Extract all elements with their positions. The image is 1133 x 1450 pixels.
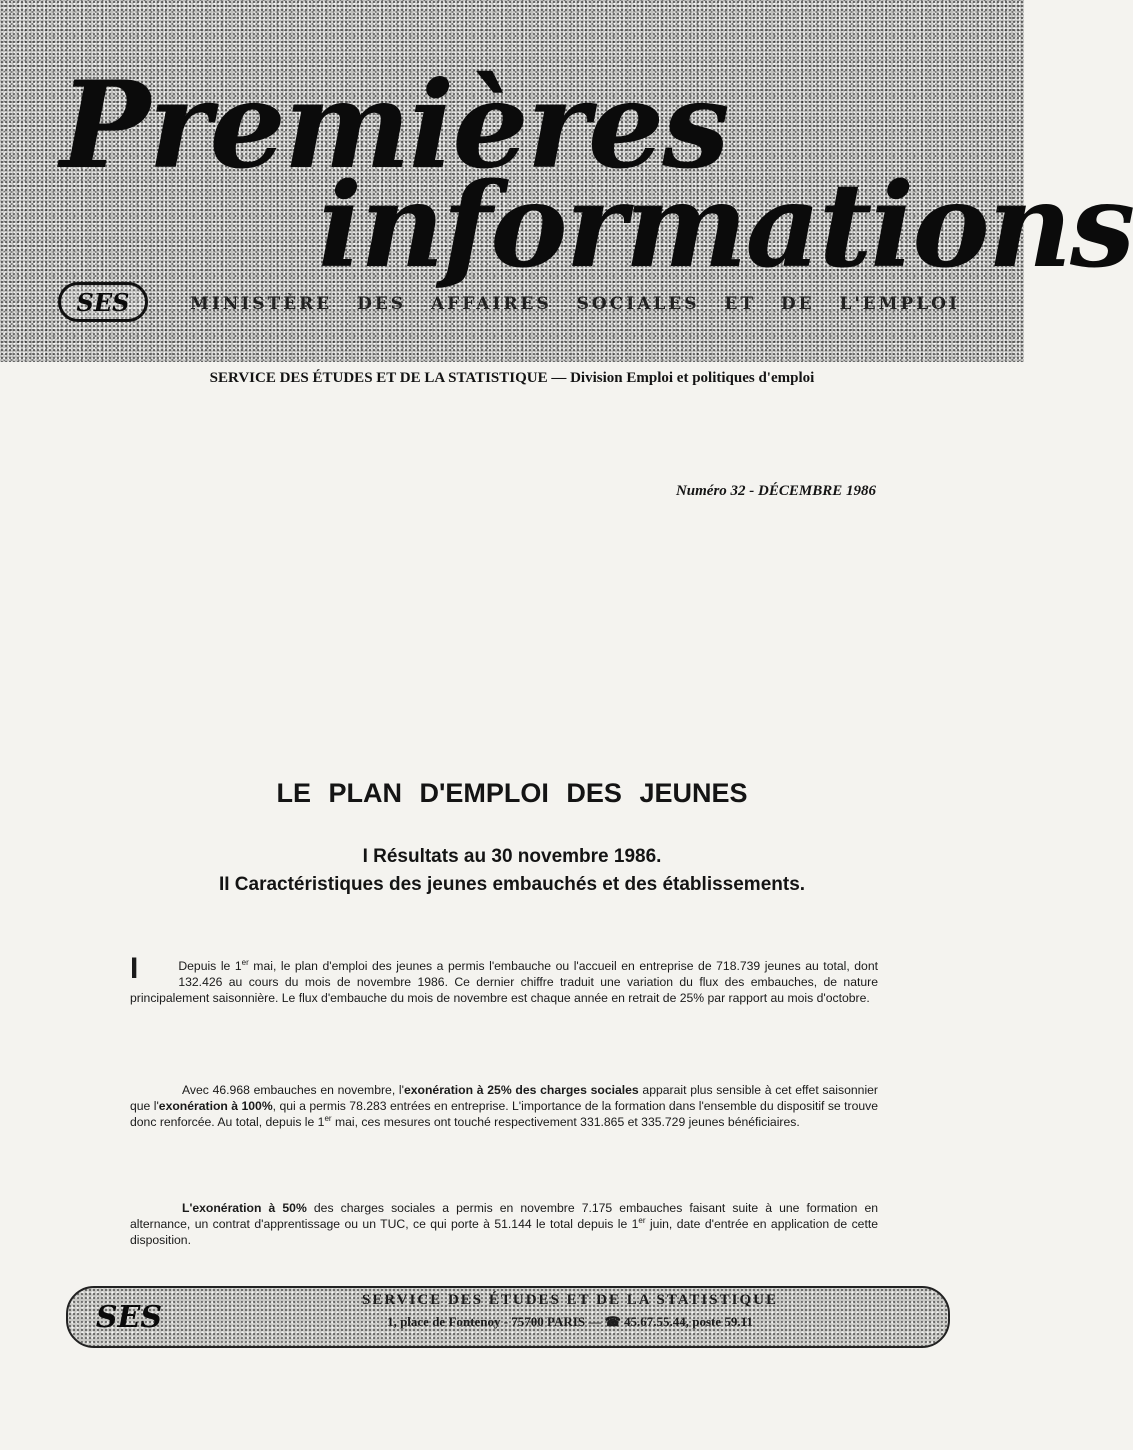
ses-logo: SES xyxy=(58,282,148,322)
superscript: er xyxy=(324,1114,332,1124)
ministry-word: DES xyxy=(357,294,407,314)
ministry-word: ET xyxy=(724,294,757,314)
emphasis-text: exonération à 100% xyxy=(158,1099,273,1114)
paragraph-text: apparait plus sensible à cet effet saisonnier que l' xyxy=(130,1083,878,1114)
paragraph-text: juin, date d'entrée en application de cette disposition. xyxy=(130,1217,878,1248)
service-division-line: SERVICE DES ÉTUDES ET DE LA STATISTIQUE — Division Emploi et politiques d'emploi xyxy=(209,370,815,386)
article-subtitle-2: II Caractéristiques des jeunes embauchés et des établissements. xyxy=(218,874,806,895)
issue-number: Numéro 32 - DÉCEMBRE 1986 xyxy=(675,483,876,499)
paragraph-text: mai, ces mesures ont touché respectivement 331.865 et 335.729 jeunes bénéficiaires. xyxy=(331,1115,800,1130)
paragraph-2 xyxy=(130,1082,878,1131)
article-title: LE PLAN D'EMPLOI DES JEUNES xyxy=(276,778,748,808)
publication-title-line1: Premières xyxy=(60,55,728,196)
paragraph-text: , qui a permis 78.283 entrées en entreprise. L'importance de la formation dans l'ensemble du dispositif se trouve donc renforcée. Au total, depuis le 1 xyxy=(130,1099,878,1130)
emphasis-text: L'exonération à 50% xyxy=(182,1201,307,1215)
footer-ses-logo: SES xyxy=(95,1299,163,1335)
ministry-word: DE xyxy=(780,294,815,314)
ministry-word: AFFAIRES xyxy=(430,294,552,314)
paragraph-text: mai, le plan d'emploi des jeunes a permis l'embauche ou l'accueil en entreprise de 718.739 jeunes au total, dont 132.426 au cours du mois de novembre 1986. Ce dernier chiffre traduit une variation du flux des embauches, de nature principalement saisonnière. Le flux d'embauche du mois de novembre est chaque année en retrait de 25% par rapport au mois d'octobre. xyxy=(130,959,878,1006)
publication-title-line2: informations xyxy=(318,158,1133,294)
article-subtitle-1: I Résultats au 30 novembre 1986. xyxy=(362,846,662,867)
superscript: er xyxy=(638,1216,646,1226)
paragraph-text: Depuis le 1 xyxy=(178,959,242,973)
paragraph-text: Avec 46.968 embauches en novembre, l' xyxy=(182,1083,404,1097)
ministry-word: L'EMPLOI xyxy=(839,294,960,314)
footer-address: 1, place de Fontenoy - 75700 PARIS — ☎ 45.67.55.44, poste 59.11 xyxy=(387,1314,753,1329)
ministry-name xyxy=(190,294,960,314)
paragraph-text: des charges sociales a permis en novembre 7.175 embauches faisant suite à une formation en alternance, un contrat d'apprentissage ou un TUC, ce qui porte à 51.144 le total depuis le 1 xyxy=(130,1201,878,1232)
ministry-word: MINISTÈRE xyxy=(190,294,333,314)
superscript: er xyxy=(241,957,249,967)
ministry-word: SOCIALES xyxy=(576,294,700,314)
paragraph-3 xyxy=(130,1200,878,1249)
drop-cap: I xyxy=(130,952,139,985)
paragraph-1 xyxy=(130,952,878,1007)
emphasis-text: exonération à 25% des charges sociales xyxy=(403,1083,639,1097)
footer-service-name: SERVICE DES ÉTUDES ET DE LA STATISTIQUE xyxy=(362,1292,778,1308)
